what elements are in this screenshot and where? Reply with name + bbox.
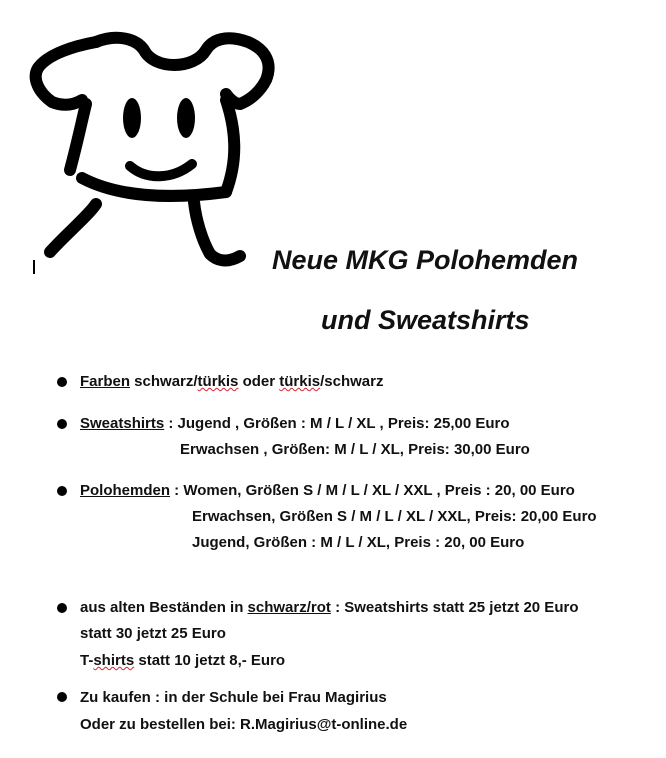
colors-text-a: schwarz/ (130, 373, 198, 390)
old-stock-text: : Sweatshirts statt 25 jetzt 20 Euro (330, 599, 579, 616)
polo-line-2: Erwachsen, Größen S / M / L / XL / XXL, Preis: 20,00 Euro (192, 508, 597, 525)
tshirts-text: statt 10 jetzt 8,- Euro (134, 652, 286, 669)
sweatshirts-line-1 (80, 414, 510, 434)
old-stock-line-3 (80, 651, 285, 671)
colors-text-c: oder (238, 373, 280, 390)
bullet-icon (57, 419, 67, 429)
text-cursor (33, 260, 35, 274)
polo-line-3: Jugend, Größen : M / L / XL, Preis : 20, 00 Euro (192, 534, 525, 551)
purchase-line-1: Zu kaufen : in der Schule bei Frau Magirius (80, 689, 387, 706)
old-stock-line-2: statt 30 jetzt 25 Euro (80, 625, 226, 642)
title-line-1: Neue MKG Polohemden (272, 245, 579, 275)
colors-line (80, 372, 383, 392)
polo-women-text: : Women, Größen S / M / L / XL / XXL , Preis : 20, 00 Euro (170, 482, 575, 499)
old-stock-pre: aus alten Beständen in (80, 599, 248, 616)
tshirts-pre: T- (80, 652, 94, 669)
sweatshirts-youth-text: : Jugend , Größen : M / L / XL , Preis: 25,00 Euro (164, 415, 510, 432)
polo-line-1 (80, 481, 575, 501)
bullet-icon (57, 377, 67, 387)
polo-label: Polohemden (80, 482, 171, 499)
old-stock-line-1 (80, 598, 578, 618)
tshirts-label: shirts (93, 652, 135, 669)
bullet-icon (57, 486, 67, 496)
colors-text-d: türkis (279, 373, 321, 390)
sweatshirts-line-2: Erwachsen , Größen: M / L / XL, Preis: 30,00 Euro (180, 441, 530, 458)
purchase-line-2: Oder zu bestellen bei: R.Magirius@t-online.de (80, 716, 408, 733)
colors-text-b: türkis (197, 373, 239, 390)
colors-label: Farben (80, 373, 131, 390)
sweatshirts-label: Sweatshirts (80, 415, 165, 432)
title-line-2: und Sweatshirts (321, 305, 530, 335)
tshirt-mascot-logo (26, 20, 286, 272)
bullet-icon (57, 692, 67, 702)
old-stock-color-label: schwarz/rot (247, 599, 331, 616)
bullet-icon (57, 603, 67, 613)
colors-text-e: /schwarz (320, 373, 384, 390)
